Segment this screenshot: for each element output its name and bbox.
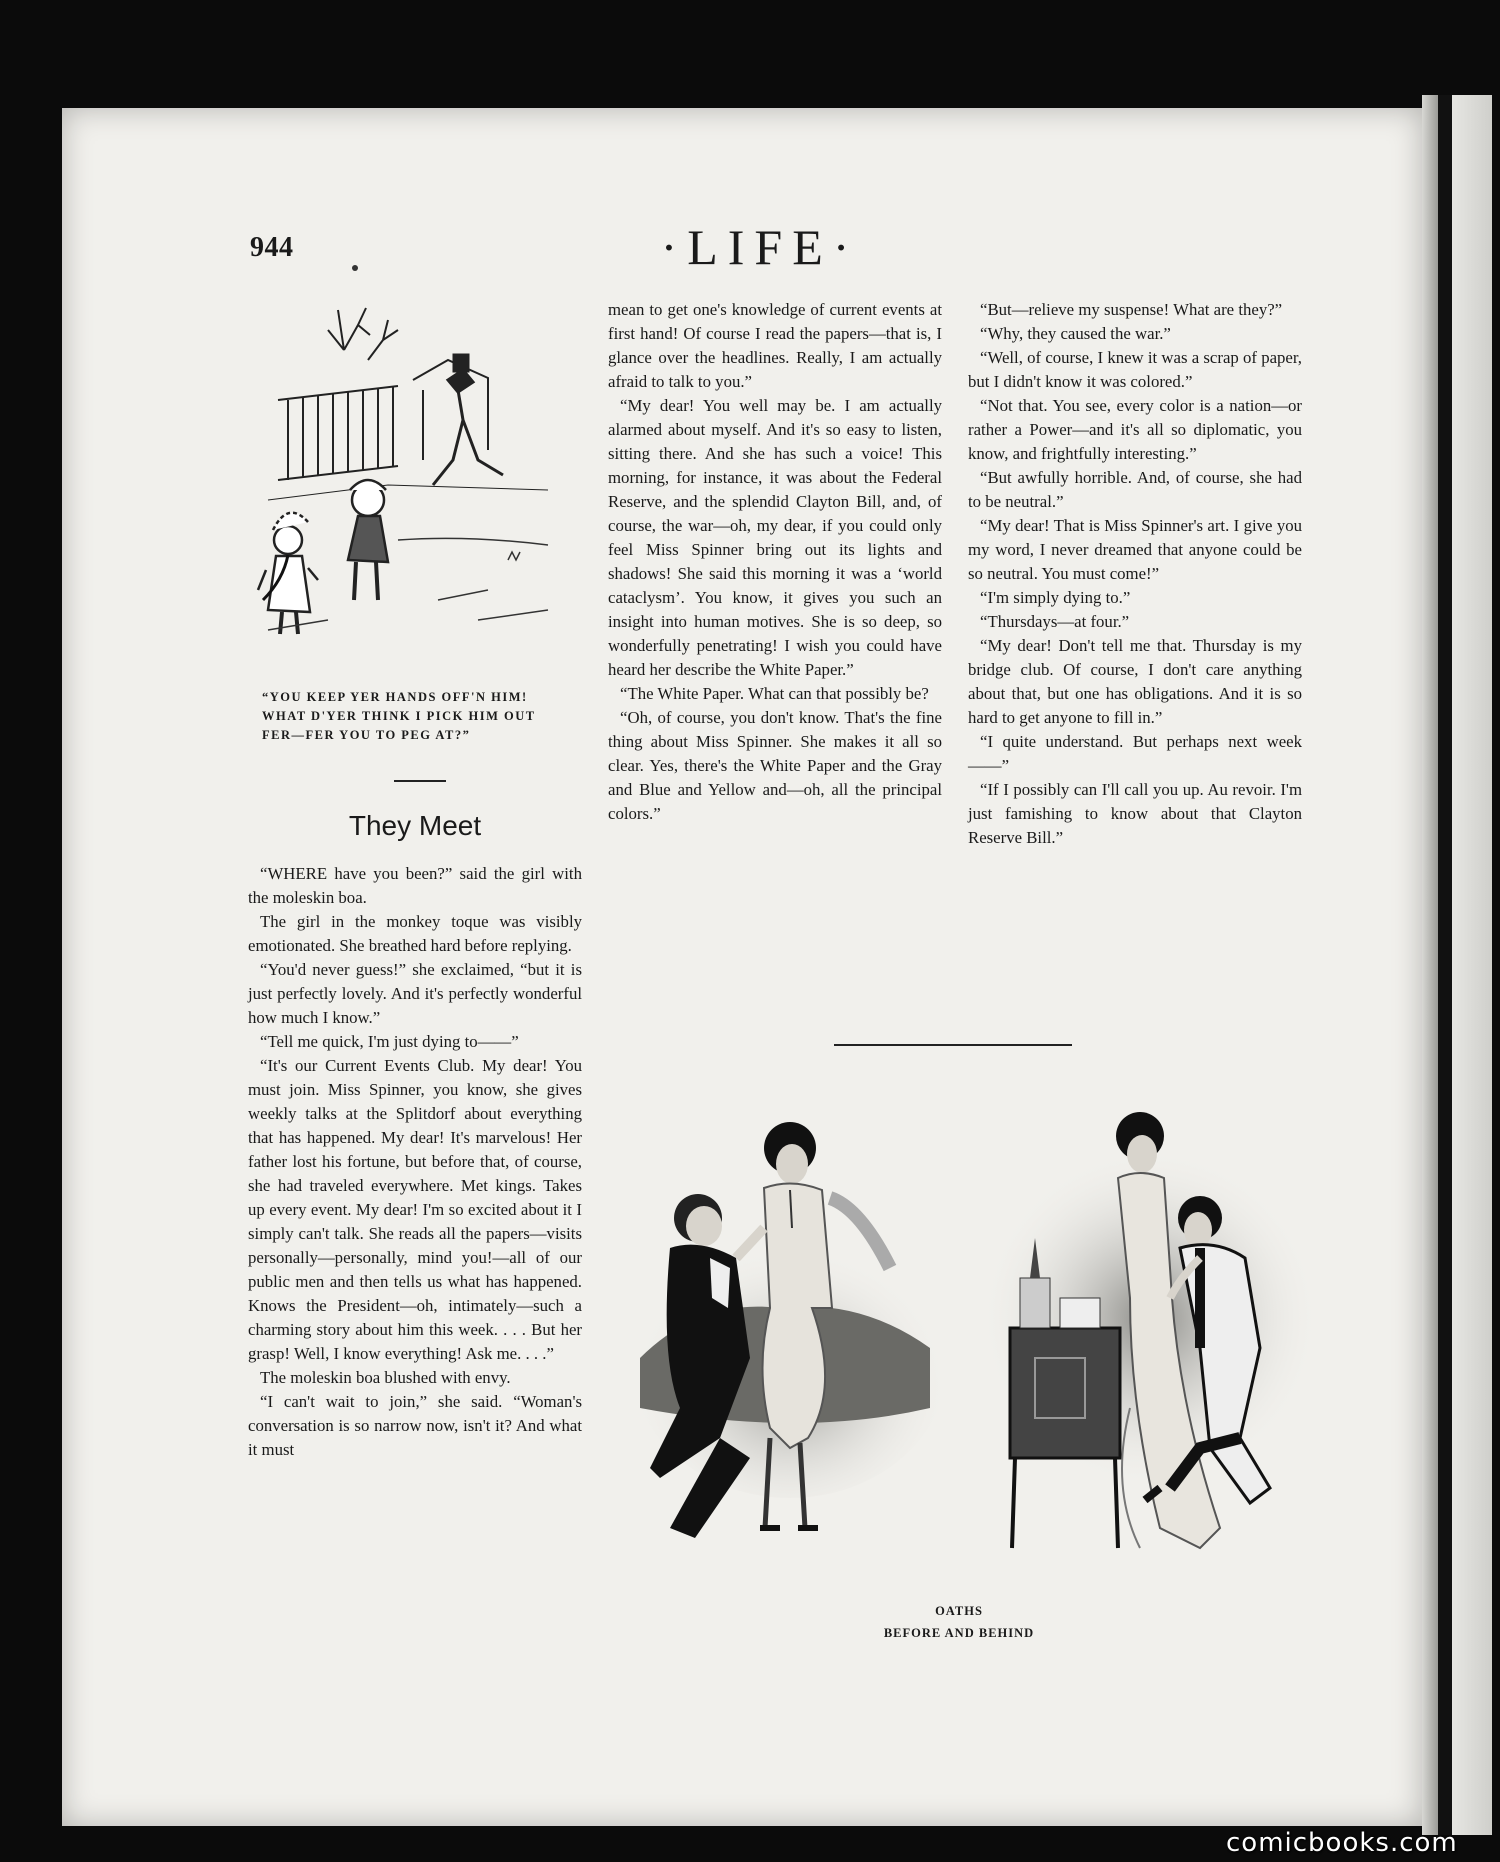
- text-column-3: [968, 298, 1302, 850]
- paragraph: “I'm simply dying to.”: [980, 588, 1131, 607]
- cartoon-caption: [262, 688, 582, 745]
- cartoon-snowball-illustration: [248, 300, 582, 678]
- site-watermark: comicbooks.com: [1226, 1828, 1458, 1858]
- paragraph: “Tell me quick, I'm just dying to——”: [260, 1032, 519, 1051]
- paragraph: “Not that. You see, every color is a nation—or rather a Power—and it's all so diplomatic, you know, and frightfully interesting.”: [968, 396, 1302, 463]
- paragraph: “I quite understand. But perhaps next week——”: [968, 732, 1302, 775]
- paragraph: “Oh, of course, you don't know. That's the fine thing about Miss Spinner. She makes it all so clear. Yes, there's the White Paper and the Gray and Blue and Yellow and—oh, all the principal colors.”: [608, 708, 942, 823]
- oaths-caption-title: OATHS: [935, 1604, 983, 1618]
- oaths-illustration: [640, 1108, 1314, 1578]
- text-column-1: [248, 862, 582, 1462]
- paragraph: The moleskin boa blushed with envy.: [260, 1368, 511, 1387]
- paragraph: “Thursdays—at four.”: [980, 612, 1130, 631]
- paragraph: The girl in the monkey toque was visibly emotionated. She breathed hard before replying.: [248, 912, 582, 955]
- paragraph: “The White Paper. What can that possibly be?: [620, 684, 929, 703]
- cartoon-caption-line: “YOU KEEP YER HANDS OFF'N HIM!: [262, 690, 528, 704]
- section-divider-long: [834, 1044, 1072, 1046]
- paragraph: “You'd never guess!” she exclaimed, “but it is just perfectly lovely. And it's perfectly wonderful how much I know.”: [248, 960, 582, 1027]
- oaths-caption-subtitle: BEFORE AND BEHIND: [883, 1626, 1035, 1640]
- paragraph: “Well, of course, I knew it was a scrap of paper, but I didn't know it was colored.”: [968, 348, 1302, 391]
- section-divider: [394, 780, 446, 782]
- paragraph: “My dear! That is Miss Spinner's art. I give you my word, I never dreamed that anyone could be so neutral. You must come!”: [968, 516, 1302, 583]
- page-number: 944: [250, 232, 294, 263]
- masthead: ·LIFE·: [660, 219, 860, 275]
- paragraph: “WHERE have you been?” said the girl with the moleskin boa.: [248, 864, 582, 907]
- print-dot: [352, 265, 358, 271]
- cartoon-caption-line: WHAT D'YER THINK I PICK HIM OUT: [262, 709, 536, 723]
- page-binding: [1422, 95, 1438, 1835]
- next-page-edge: [1452, 95, 1492, 1835]
- paragraph: “I can't wait to join,” she said. “Woman's conversation is so narrow now, isn't it? And what it must: [248, 1392, 582, 1459]
- oaths-caption: [836, 1600, 1082, 1644]
- paragraph: “But awfully horrible. And, of course, she had to be neutral.”: [968, 468, 1302, 511]
- paragraph: “If I possibly can I'll call you up. Au revoir. I'm just famishing to know about that Clayton Reserve Bill.”: [968, 780, 1302, 847]
- paragraph: “But—relieve my suspense! What are they?”: [980, 300, 1283, 319]
- article-title: They Meet: [348, 810, 482, 841]
- cartoon-caption-line: FER—FER YOU TO PEG AT?”: [262, 728, 471, 742]
- paragraph: mean to get one's knowledge of current events at first hand! Of course I read the papers—that is, I glance over the headlines. Really, I am actually afraid to talk to you.”: [608, 300, 942, 391]
- binding-gutter: [1438, 95, 1452, 1835]
- paragraph: “Why, they caused the war.”: [980, 324, 1171, 343]
- text-column-2: [608, 298, 942, 826]
- paragraph: “It's our Current Events Club. My dear! You must join. Miss Spinner, you know, she gives weekly talks at the Splitdorf about everything that has happened. My dear! It's marvelous! Her father lost his fortune, but before that, of course, she had traveled everywhere. Met kings. Takes up every event. My dear! I'm so excited about it I simply can't talk. She reads all the papers—visits personally—personally, mind you!—all of our public men and then tells us what has happened. Knows the President—oh, intimately—such a charming story about him this week. . . . But her grasp! Well, I know everything! Ask me. . . .”: [248, 1056, 582, 1363]
- paragraph: “My dear! You well may be. I am actually alarmed about myself. And it's so easy to listen, sitting there. And she has such a voice! This morning, for instance, it was about the Federal Reserve, and the splendid Clayton Bill, and, of course, the war—oh, my dear, if you could only feel Miss Spinner bring out its lights and shadows! She said this morning it was a ‘world cataclysm’. You know, it gives you such an insight into human motives. She is so deep, so wonderfully penetrating! I wish you could have heard her describe the White Paper.”: [608, 396, 942, 679]
- paragraph: “My dear! Don't tell me that. Thursday is my bridge club. Of course, I don't care anything about that, but one has obligations. And it is so hard to get anyone to fill in.”: [968, 636, 1302, 727]
